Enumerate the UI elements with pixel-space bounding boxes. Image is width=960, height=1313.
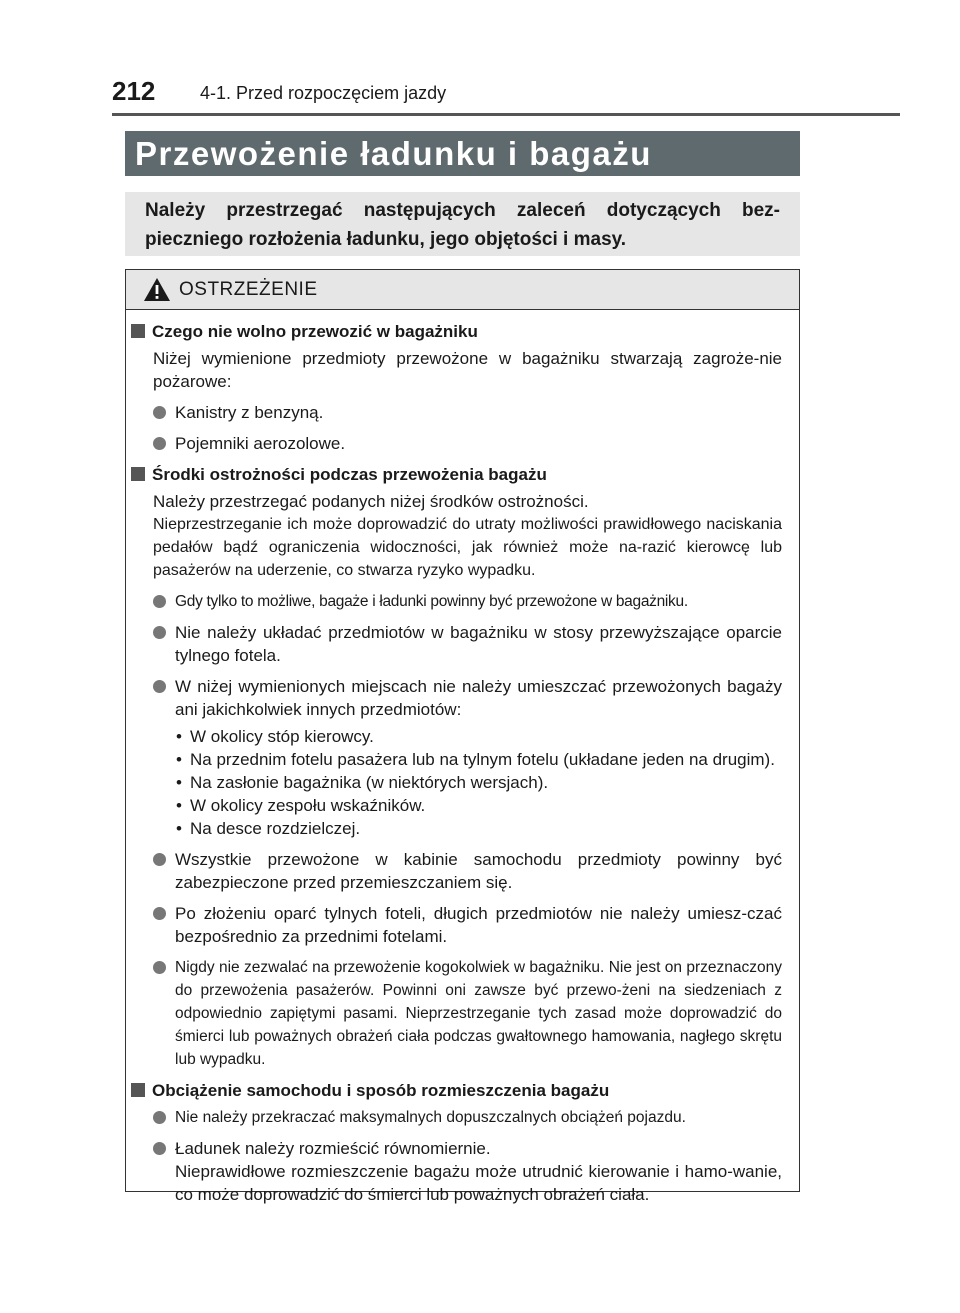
bullet-mark: •	[176, 773, 182, 792]
paragraph-line: Należy przestrzegać podanych niżej środków ostrożności.	[153, 492, 589, 511]
list-item	[153, 401, 782, 424]
list-item-text: Gdy tylko to możliwe, bagaże i ładunki powinny być przewożone w bagażniku.	[175, 593, 688, 610]
page-number: 212	[112, 76, 156, 106]
sub-list	[176, 725, 782, 840]
list-item-text: Kanistry z benzyną.	[175, 403, 324, 422]
paragraph: Niżej wymienione przedmioty przewożone w bagażniku stwarzają zagroże-nie pożarowe:	[153, 349, 782, 391]
paragraph: Nieprzestrzeganie ich może doprowadzić do utraty możliwości prawidłowego naciskania pedałów bądź ograniczenia widoczności, jak również może na-razić kierowcę lub pasażerów na uderzenie, co stwarza ryzyko wypadku.	[153, 516, 782, 579]
list-item-line: Nieprawidłowe rozmieszczenie bagażu może utrudnić kierowanie i hamo-wanie, co może doprowadzić do śmierci lub poważnych obrażeń ciała.	[175, 1162, 782, 1204]
bullet-mark: •	[176, 727, 182, 746]
round-bullet-icon	[153, 1142, 166, 1155]
sub-list-item	[176, 771, 782, 794]
round-bullet-icon	[153, 406, 166, 419]
list-item-text: Po złożeniu oparć tylnych foteli, długich przedmiotów nie należy umiesz-czać bezpośrednio za przednimi fotelami.	[175, 904, 782, 946]
intro-text: Należy przestrzegać następujących zaleceń dotyczących bez-pieczniego rozłożenia ładunku, jego objętości i masy.	[145, 200, 780, 250]
square-bullet-icon	[131, 1083, 145, 1097]
section-title: Przewożenie ładunku i bagażu	[125, 131, 800, 176]
list-item-text: Pojemniki aerozolowe.	[175, 434, 346, 453]
bullet-mark: •	[176, 750, 182, 769]
square-bullet-icon	[131, 324, 145, 338]
list-item-text: Nie należy przekraczać maksymalnych dopuszczalnych obciążeń pojazdu.	[175, 1109, 686, 1126]
list-item	[153, 432, 782, 455]
list-item-text: Nie należy układać przedmiotów w bagażniku w stosy przewyższające oparcie tylnego fotela.	[175, 623, 782, 665]
list-item	[153, 1106, 782, 1129]
heading-text: Czego nie wolno przewozić w bagażniku	[152, 322, 478, 341]
list-item-text: W niżej wymienionych miejscach nie należy umieszczać przewożonych bagaży ani jakichkolwiek innych przedmiotów:	[175, 677, 782, 719]
header-rule	[112, 113, 900, 116]
round-bullet-icon	[153, 595, 166, 608]
list-item-text	[175, 1137, 782, 1206]
chapter-title: 4-1. Przed rozpoczęciem jazdy	[200, 83, 447, 103]
section-heading	[131, 320, 782, 343]
round-bullet-icon	[153, 626, 166, 639]
list-item-text: Wszystkie przewożone w kabinie samochodu przedmioty powinny być zabezpieczone przed przemieszczaniem się.	[175, 850, 782, 892]
paragraph	[131, 490, 782, 513]
sub-list-text: W okolicy stóp kierowcy.	[190, 727, 374, 746]
list-item	[153, 956, 782, 1071]
sub-list-item	[176, 725, 782, 748]
list-item	[153, 675, 782, 721]
sub-list-item	[176, 817, 782, 840]
round-bullet-icon	[153, 680, 166, 693]
bullet-mark: •	[176, 819, 182, 838]
round-bullet-icon	[153, 907, 166, 920]
warning-header	[126, 270, 799, 310]
section-heading	[131, 1079, 782, 1102]
sub-list-text: Na desce rozdzielczej.	[190, 819, 361, 838]
section-heading	[131, 463, 782, 486]
list-item	[153, 1137, 782, 1206]
heading-text: Obciążenie samochodu i sposób rozmieszczenia bagażu	[152, 1081, 610, 1100]
warning-box	[125, 269, 800, 1204]
list-item	[153, 848, 782, 894]
round-bullet-icon	[153, 853, 166, 866]
bullet-mark: •	[176, 796, 182, 815]
list-item-text: Nigdy nie zezwalać na przewożenie kogokolwiek w bagażniku. Nie jest on przeznaczony do przewożenia pasażerów. Powinni oni zawsze być przewo-żeni na siedzeniach z odpowiednio zapiętymi pasami. Nieprzestrzeganie tych zasad może doprowadzić do śmierci lub poważnych obrażeń ciała podczas gwałtownego hamowania, nagłego skrętu lub wypadku.	[175, 959, 782, 1068]
square-bullet-icon	[131, 467, 145, 481]
sub-list-item	[176, 748, 782, 771]
intro-box	[125, 192, 800, 256]
sub-list-item	[176, 794, 782, 817]
round-bullet-icon	[153, 1111, 166, 1124]
list-item-line: Ładunek należy rozmieścić równomiernie.	[175, 1139, 491, 1158]
list-item	[153, 902, 782, 948]
sub-list-text: Na przednim fotelu pasażera lub na tylnym fotelu (układane jeden na drugim).	[190, 750, 775, 769]
round-bullet-icon	[153, 437, 166, 450]
list-item	[153, 590, 782, 613]
warning-triangle-icon	[143, 277, 171, 302]
warning-label: OSTRZEŻENIE	[179, 278, 318, 300]
page-header	[0, 0, 960, 116]
heading-text: Środki ostrożności podczas przewożenia bagażu	[152, 465, 547, 484]
round-bullet-icon	[153, 961, 166, 974]
sub-list-text: Na zasłonie bagażnika (w niektórych wersjach).	[190, 773, 549, 792]
list-item	[153, 621, 782, 667]
sub-list-text: W okolicy zespołu wskaźników.	[190, 796, 426, 815]
warning-body	[126, 310, 799, 1206]
